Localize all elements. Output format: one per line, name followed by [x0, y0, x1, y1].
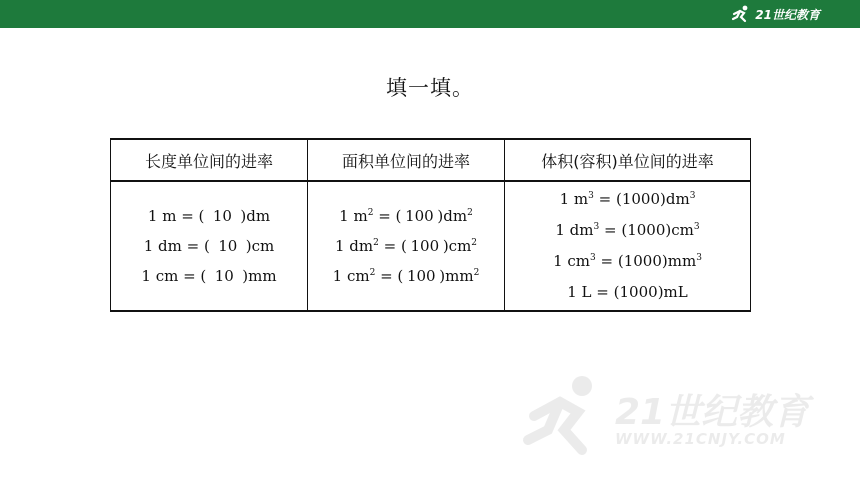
- volume-cell: [505, 181, 751, 311]
- length-answer: 10: [214, 267, 234, 285]
- volume-left-exp: 3: [593, 222, 600, 232]
- length-left: 1 cm = (: [141, 267, 207, 285]
- length-right: )cm: [245, 237, 275, 255]
- area-line: [309, 201, 503, 231]
- volume-answer: 1000: [621, 190, 660, 208]
- runner-watermark-icon: [520, 372, 610, 458]
- volume-line: [506, 277, 749, 308]
- top-bar: [0, 0, 860, 28]
- area-left: 1 dm: [334, 237, 374, 255]
- volume-left: 1 L: [567, 283, 592, 301]
- area-eq: = (: [375, 267, 404, 285]
- volume-eq: = (: [593, 190, 622, 208]
- length-left: 1 m = (: [147, 207, 205, 225]
- length-right: )dm: [240, 207, 271, 225]
- area-right-exp: 2: [471, 238, 478, 248]
- area-right: )dm: [437, 207, 468, 225]
- length-right: )mm: [242, 267, 277, 285]
- volume-right: )dm: [660, 190, 690, 208]
- area-line: [309, 231, 503, 261]
- volume-right: )mm: [661, 252, 697, 270]
- length-line: [112, 201, 306, 231]
- watermark-text: 21世纪教育: [615, 392, 810, 433]
- unit-rate-table: [110, 138, 751, 312]
- brand-logo: [731, 4, 820, 24]
- volume-eq: = (: [595, 252, 624, 270]
- area-right-exp: 2: [467, 208, 473, 218]
- logo-text: 21世纪教育: [755, 7, 820, 22]
- watermark: [520, 372, 840, 462]
- area-answer: 100: [406, 267, 436, 285]
- length-answer: 10: [218, 237, 238, 255]
- header-volume: 体积(容积)单位间的进率: [505, 139, 751, 181]
- volume-answer: 1000: [623, 252, 662, 270]
- area-eq: = (: [373, 207, 402, 225]
- length-line: [112, 231, 306, 261]
- area-answer: 100: [405, 207, 434, 225]
- length-answer: 10: [212, 207, 232, 225]
- area-left-exp: 2: [373, 238, 379, 248]
- area-left-exp: 2: [367, 208, 374, 218]
- volume-right-exp: 3: [689, 191, 696, 201]
- volume-right: )cm: [665, 221, 694, 239]
- area-right-exp: 2: [473, 268, 480, 278]
- header-area: 面积单位间的进率: [308, 139, 505, 181]
- volume-left-exp: 3: [588, 191, 594, 201]
- volume-answer: 1000: [619, 283, 658, 301]
- volume-right-exp: 3: [696, 253, 702, 263]
- volume-right: )mL: [657, 283, 688, 301]
- volume-left: 1 cm: [553, 252, 590, 270]
- area-eq: = (: [378, 237, 407, 255]
- volume-line: [506, 246, 749, 277]
- length-cell: [111, 181, 308, 311]
- table-header-row: [111, 139, 751, 181]
- volume-line: [506, 184, 749, 215]
- watermark-url: WWW.21CNJY.COM: [615, 430, 786, 448]
- volume-line: [506, 215, 749, 246]
- length-line: [112, 261, 306, 291]
- area-right: )cm: [442, 237, 472, 255]
- area-left: 1 m: [339, 207, 368, 225]
- runner-logo-icon: [731, 5, 751, 23]
- area-right: )mm: [439, 267, 474, 285]
- volume-answer: 1000: [627, 221, 666, 239]
- volume-left: 1 m: [559, 190, 589, 208]
- area-left-exp: 2: [369, 268, 376, 278]
- area-line: [309, 261, 503, 291]
- header-length: 长度单位间的进率: [111, 139, 308, 181]
- table-row: [111, 181, 751, 311]
- length-left: 1 dm = (: [143, 237, 210, 255]
- volume-eq: = (: [599, 221, 628, 239]
- page-title: 填一填。: [386, 76, 474, 100]
- volume-left: 1 dm: [555, 221, 594, 239]
- area-cell: [308, 181, 505, 311]
- area-answer: 100: [410, 237, 440, 255]
- volume-eq: = (: [591, 283, 620, 301]
- area-left: 1 cm: [332, 267, 370, 285]
- volume-right-exp: 3: [693, 222, 700, 232]
- volume-left-exp: 3: [590, 253, 596, 263]
